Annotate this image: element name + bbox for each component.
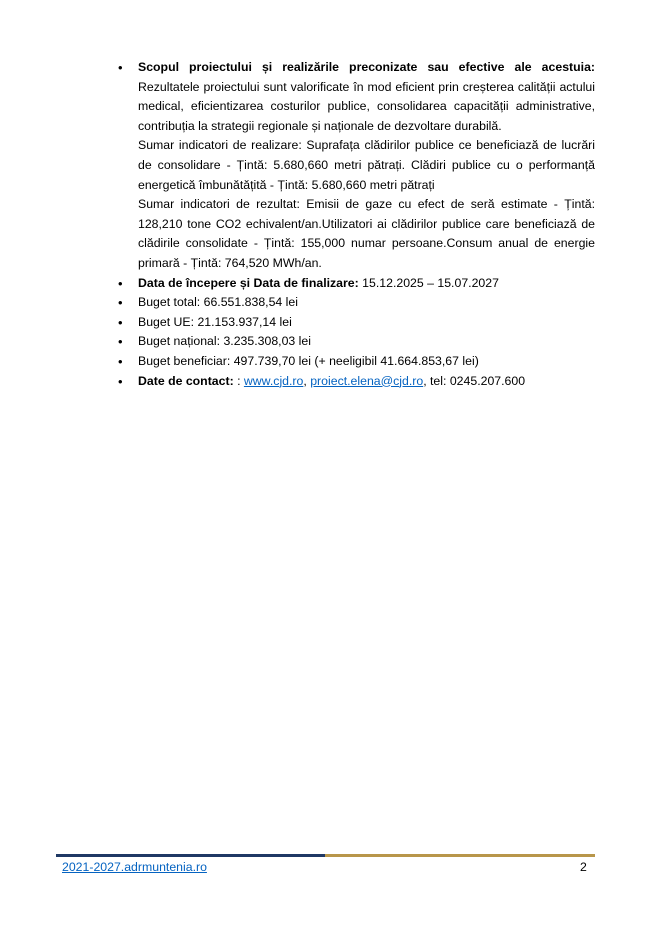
contact-label: Date de contact: <box>138 373 234 388</box>
page-number: 2 <box>580 860 587 874</box>
footer-divider-gold <box>325 854 595 857</box>
footer-divider <box>56 854 595 857</box>
result-indicators: Sumar indicatori de rezultat: Emisii de gaze cu efect de seră estimate - Țintă: 128,210 tone CO2 echivalent/an.Utilizatori ai clădirilor publice care beneficiază de clădirile consolidate - Țintă: 155,000 numar persoane.Consum anual de energie primară - Țintă: 764,520 MWh/an. <box>138 197 595 270</box>
footer-divider-blue <box>56 854 325 857</box>
bullet-icon: • <box>118 295 123 311</box>
scope-paragraph <box>138 58 595 136</box>
list-item-contact <box>118 372 595 392</box>
email-link[interactable]: proiect.elena@cjd.ro <box>310 373 424 388</box>
budget-beneficiary: Buget beneficiar: 497.739,70 lei (+ neeligibil 41.664.853,67 lei) <box>138 353 479 368</box>
list-item-budget-national <box>118 332 595 352</box>
bullet-icon: • <box>118 275 123 291</box>
list-item-budget-ue <box>118 313 595 333</box>
list-item-dates <box>118 274 595 294</box>
bullet-icon: • <box>118 60 123 75</box>
budget-national: Buget național: 3.235.308,03 lei <box>138 334 311 349</box>
output-indicators: Sumar indicatori de realizare: Suprafața clădirilor publice ce beneficiază de lucrări de consolidare - Țintă: 5.680,660 metri pătrați. Clădiri publice cu o performanță energetică îmbunătățită - Țintă: 5.680,660 metri pătrați <box>138 138 595 192</box>
list-item-scope <box>118 58 595 274</box>
dates-label: Data de începere și Data de finalizare: <box>138 275 359 290</box>
scope-heading: Scopul proiectului și realizările preconizate sau efective ale acestuia: <box>138 60 595 74</box>
website-link[interactable]: www.cjd.ro <box>243 373 304 388</box>
list-item-budget-total <box>118 293 595 313</box>
contact-phone: , tel: 0245.207.600 <box>423 373 526 388</box>
bullet-icon: • <box>118 373 123 389</box>
contact-prefix: : <box>233 373 244 388</box>
contact-separator: , <box>303 373 311 388</box>
bullet-icon: • <box>118 353 123 369</box>
list-item-budget-beneficiary <box>118 352 595 372</box>
bullet-icon: • <box>118 314 123 330</box>
footer-website-link[interactable]: 2021-2027.adrmuntenia.ro <box>62 860 207 874</box>
scope-text: Rezultatele proiectului sunt valorificate în mod eficient prin creșterea calității actului medical, eficientizarea costurilor publice, consolidarea capacității administrative, contribuția la strategii regionale și naționale de dezvoltare durabilă. <box>138 79 595 133</box>
bullet-icon: • <box>118 334 123 350</box>
dates-value: 15.12.2025 – 15.07.2027 <box>358 275 499 290</box>
budget-total: Buget total: 66.551.838,54 lei <box>138 295 298 310</box>
document-body <box>118 58 595 391</box>
budget-ue: Buget UE: 21.153.937,14 lei <box>138 314 292 329</box>
